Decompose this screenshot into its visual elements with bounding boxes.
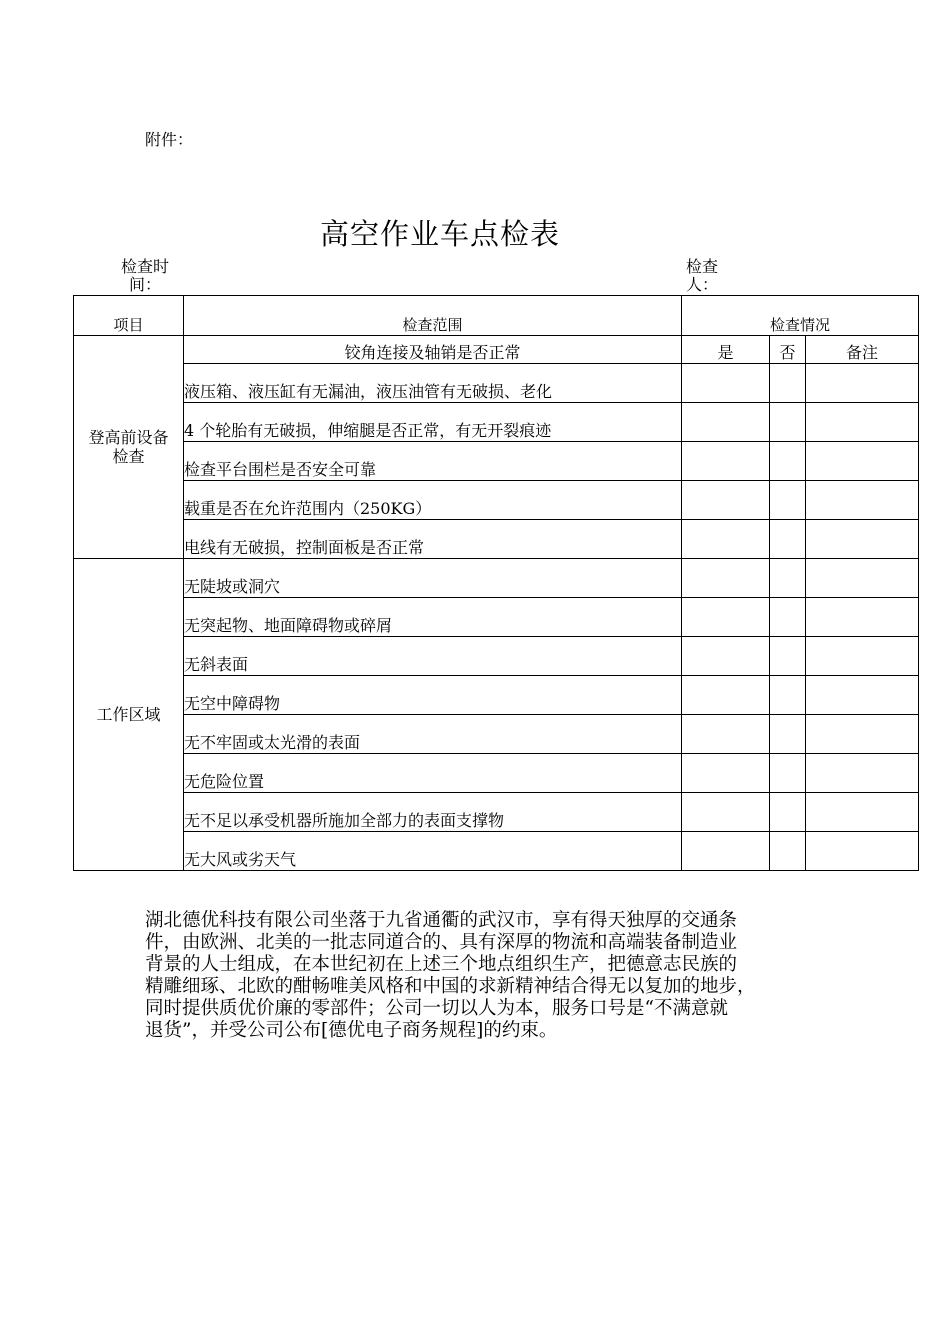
check-yes-cell[interactable] <box>682 442 770 481</box>
check-scope-item: 无危险位置 <box>184 754 682 793</box>
table-row <box>74 793 919 832</box>
check-yes-cell[interactable] <box>682 598 770 637</box>
table-row <box>74 637 919 676</box>
check-yes-cell[interactable] <box>682 403 770 442</box>
table-row <box>74 715 919 754</box>
check-yes-cell[interactable] <box>682 793 770 832</box>
table-row <box>74 676 919 715</box>
table-row <box>74 754 919 793</box>
check-note-cell[interactable] <box>806 754 919 793</box>
check-scope-item: 无突起物、地面障碍物或碎屑 <box>184 598 682 637</box>
check-no-cell[interactable] <box>770 715 806 754</box>
description-line: 湖北德优科技有限公司坐落于九省通衢的武汉市，享有得天独厚的交通条 <box>145 910 738 931</box>
check-yes-cell[interactable] <box>682 481 770 520</box>
group-label: 登高前设备检查 <box>74 336 184 559</box>
check-yes-cell[interactable] <box>682 520 770 559</box>
table-row <box>74 520 919 559</box>
table-row <box>74 403 919 442</box>
inspector-label-line2: 人： <box>686 275 719 294</box>
table-row <box>74 336 919 364</box>
attachment-label: 附件： <box>145 130 194 149</box>
check-no-cell[interactable] <box>770 481 806 520</box>
table-row <box>74 559 919 598</box>
table-row <box>74 598 919 637</box>
check-no-cell[interactable] <box>770 832 806 871</box>
table-row <box>74 832 919 871</box>
check-no-cell[interactable] <box>770 403 806 442</box>
check-yes-cell[interactable] <box>682 676 770 715</box>
check-note-cell[interactable] <box>806 598 919 637</box>
check-scope-item: 无不牢固或太光滑的表面 <box>184 715 682 754</box>
check-no-cell[interactable] <box>770 520 806 559</box>
inspection-time-label-line1: 检查时 <box>120 257 169 276</box>
sub-header-note: 备注 <box>806 336 919 364</box>
check-note-cell[interactable] <box>806 442 919 481</box>
check-yes-cell[interactable] <box>682 715 770 754</box>
check-note-cell[interactable] <box>806 520 919 559</box>
description-line: 精雕细琢、北欧的酣畅唯美风格和中国的求新精神结合得无以复加的地步， <box>145 976 756 997</box>
table-row <box>74 481 919 520</box>
check-note-cell[interactable] <box>806 637 919 676</box>
check-yes-cell[interactable] <box>682 559 770 598</box>
check-note-cell[interactable] <box>806 793 919 832</box>
description-line: 件，由欧洲、北美的一批志同道合的、具有深厚的物流和高端装备制造业 <box>145 932 738 953</box>
check-scope-item: 电线有无破损，控制面板是否正常 <box>184 520 682 559</box>
check-no-cell[interactable] <box>770 754 806 793</box>
check-yes-cell[interactable] <box>682 754 770 793</box>
check-scope-item: 检查平台围栏是否安全可靠 <box>184 442 682 481</box>
group-label: 工作区域 <box>74 559 184 871</box>
check-yes-cell[interactable] <box>682 832 770 871</box>
check-yes-cell[interactable] <box>682 637 770 676</box>
check-scope-item: 载重是否在允许范围内（250KG） <box>184 481 682 520</box>
description-line: 退货”，并受公司公布[德优电子商务规程]的约束。 <box>145 1020 558 1041</box>
inspector-label <box>686 258 730 294</box>
check-note-cell[interactable] <box>806 364 919 403</box>
sub-header-yes: 是 <box>682 336 770 364</box>
page-title: 高空作业车点检表 <box>319 217 560 251</box>
description-line: 同时提供质优价廉的零部件；公司一切以人为本，服务口号是“不满意就 <box>145 998 728 1019</box>
check-yes-cell[interactable] <box>682 364 770 403</box>
description-line: 背景的人士组成，在本世纪初在上述三个地点组织生产，把德意志民族的 <box>145 954 738 975</box>
header-status: 检查情况 <box>682 296 919 336</box>
check-note-cell[interactable] <box>806 715 919 754</box>
check-no-cell[interactable] <box>770 793 806 832</box>
check-no-cell[interactable] <box>770 559 806 598</box>
inspection-time-label-line2: 间： <box>128 275 161 294</box>
check-note-cell[interactable] <box>806 403 919 442</box>
header-scope: 检查范围 <box>184 296 682 336</box>
check-scope-item: 无空中障碍物 <box>184 676 682 715</box>
check-no-cell[interactable] <box>770 598 806 637</box>
inspection-time-label <box>115 258 175 294</box>
company-description <box>145 910 845 1042</box>
check-note-cell[interactable] <box>806 559 919 598</box>
check-no-cell[interactable] <box>770 637 806 676</box>
table-row <box>74 364 919 403</box>
check-scope-item: 无陡坡或洞穴 <box>184 559 682 598</box>
check-scope-item: 4 个轮胎有无破损，伸缩腿是否正常，有无开裂痕迹 <box>184 403 682 442</box>
header-item: 项目 <box>74 296 184 336</box>
check-scope-item: 无不足以承受机器所施加全部力的表面支撑物 <box>184 793 682 832</box>
inspector-label-line1: 检查 <box>686 257 719 276</box>
inspection-table <box>73 295 919 871</box>
check-scope-item: 铰角连接及轴销是否正常 <box>184 336 682 364</box>
check-note-cell[interactable] <box>806 832 919 871</box>
check-no-cell[interactable] <box>770 442 806 481</box>
check-scope-item: 液压箱、液压缸有无漏油，液压油管有无破损、老化 <box>184 364 682 403</box>
table-row <box>74 442 919 481</box>
check-scope-item: 无大风或劣天气 <box>184 832 682 871</box>
check-note-cell[interactable] <box>806 676 919 715</box>
sub-header-no: 否 <box>770 336 806 364</box>
check-scope-item: 无斜表面 <box>184 637 682 676</box>
check-note-cell[interactable] <box>806 481 919 520</box>
check-no-cell[interactable] <box>770 364 806 403</box>
check-no-cell[interactable] <box>770 676 806 715</box>
table-header-row <box>74 296 919 336</box>
